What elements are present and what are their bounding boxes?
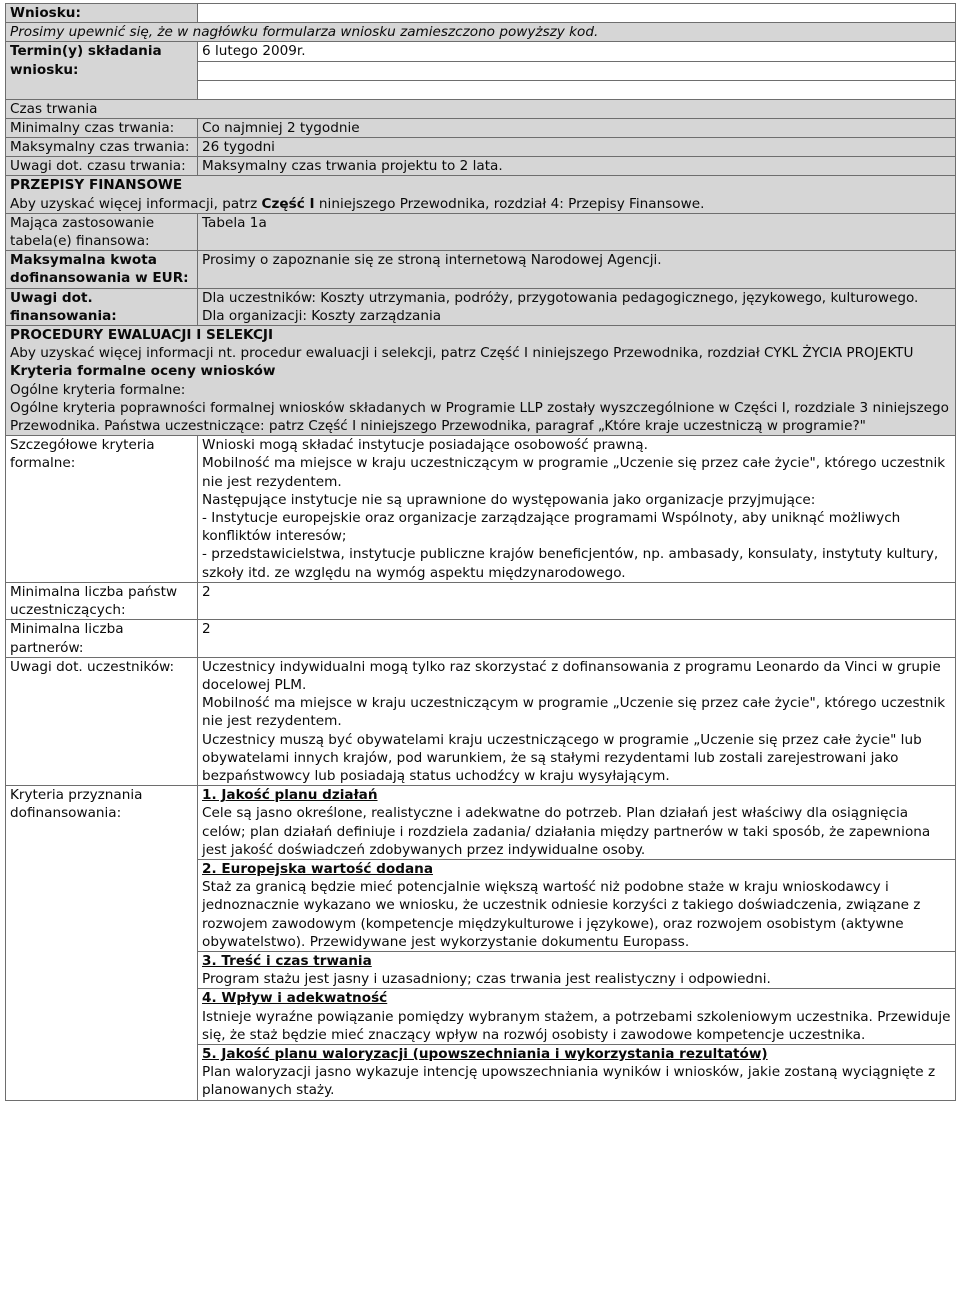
czas-min-value: Co najmniej 2 tygodnie bbox=[198, 118, 956, 137]
panstw-label: Minimalna liczba państw uczestniczących: bbox=[6, 582, 198, 619]
partnerow-value: 2 bbox=[198, 620, 956, 657]
tabela-row bbox=[6, 213, 956, 250]
przyznania-row bbox=[6, 786, 956, 1100]
criterion-text: Staż za granicą będzie mieć potencjalnie większą wartość niż podobne staże w kraju wnioskodawcy i jednoznacznie wykazano we wniosku, że uczestnik odniesie korzyści z takiego doświadczenia, związane z rozwojem zawodowym (kompetencje międzykulturowe i językowe), oraz rozwojem osobistym (aktywne obywatelstwo). Przewidywane jest wykorzystanie dokumentu Europass. bbox=[202, 879, 921, 950]
criterion-title: 1. Jakość planu działań bbox=[202, 787, 378, 804]
procedury-intro: Aby uzyskać więcej informacji nt. procedur ewaluacji i selekcji, patrz Część I niniejszego Przewodnika, rozdział CYKL ŻYCIA PROJEKTU bbox=[10, 345, 914, 362]
uczestnicy-label: Uwagi dot. uczestników: bbox=[6, 657, 198, 785]
finanse-intro-bold: Część I bbox=[261, 195, 315, 212]
note-row bbox=[6, 23, 956, 42]
kwota-value: Prosimy o zapoznanie się ze stroną internetową Narodowej Agencji. bbox=[198, 251, 956, 288]
przyznania-label: Kryteria przyznania dofinansowania: bbox=[6, 786, 198, 1100]
criterion-3 bbox=[198, 952, 955, 989]
criterion-title: 5. Jakość planu waloryzacji (upowszechniania i wykorzystania rezultatów) bbox=[202, 1045, 768, 1062]
termin-empty-1 bbox=[198, 62, 955, 81]
finans-uwagi-value2: Dla organizacji: Koszty zarządzania bbox=[202, 307, 442, 324]
szczegolowe-row bbox=[6, 436, 956, 583]
finans-uwagi-cell bbox=[198, 288, 956, 325]
czas-uwagi-label: Uwagi dot. czasu trwania: bbox=[6, 157, 198, 176]
panstw-value: 2 bbox=[198, 582, 956, 619]
czas-uwagi-row bbox=[6, 157, 956, 176]
termin-empty-2 bbox=[198, 81, 955, 99]
czas-max-row bbox=[6, 138, 956, 157]
criterion-title: 2. Europejska wartość dodana bbox=[202, 860, 433, 877]
partnerow-row bbox=[6, 620, 956, 657]
kwota-row bbox=[6, 251, 956, 288]
finanse-intro bbox=[10, 195, 951, 213]
ogolne-text: Ogólne kryteria poprawności formalnej wniosków składanych w Programie LLP zostały wyszczególnione w Części I, rozdziale 3 niniejszego Przewodnika. Państwa uczestniczące: patrz Część I niniejszego Przewodnika, paragraf „Które kraje uczestniczą w programie?" bbox=[10, 399, 949, 435]
finanse-heading: PRZEPISY FINANSOWE bbox=[10, 177, 183, 194]
szczegolowe-label: Szczegółowe kryteria formalne: bbox=[6, 436, 198, 583]
tabela-value: Tabela 1a bbox=[198, 213, 956, 250]
procedury-row bbox=[6, 326, 956, 436]
uczestnicy-row bbox=[6, 657, 956, 785]
termin-row bbox=[6, 42, 956, 99]
czas-max-label: Maksymalny czas trwania: bbox=[6, 138, 198, 157]
finanse-intro-pre: Aby uzyskać więcej informacji, patrz bbox=[10, 195, 262, 212]
czas-min-row bbox=[6, 118, 956, 137]
tabela-label: Mająca zastosowanie tabela(e) finansowa: bbox=[6, 213, 198, 250]
criterion-text: Cele są jasno określone, realistyczne i adekwatne do potrzeb. Plan działań jest właściwy dla osiągnięcia celów; plan działań definiuje i rozdziela zadania/ działania między partnerów w taki sposób, że zapewniona jest jakość doświadczeń zdobywanych przez indywidualne osoby. bbox=[202, 805, 931, 858]
szczegolowe-p2: Mobilność ma miejsce w kraju uczestniczącym w programie „Uczenie się przez całe życie", którego uczestnik nie jest rezydentem. bbox=[202, 455, 946, 490]
header-note: Prosimy upewnić się, że w nagłówku formularza wniosku zamieszczono powyższy kod. bbox=[6, 23, 956, 42]
partnerow-label: Minimalna liczba partnerów: bbox=[6, 620, 198, 657]
czas-heading-row bbox=[6, 99, 956, 118]
criterion-title: 4. Wpływ i adekwatność bbox=[202, 990, 388, 1007]
termin-cell bbox=[198, 42, 956, 99]
uczestnicy-p2: Mobilność ma miejsce w kraju uczestniczącym w programie „Uczenie się przez całe życie", którego uczestnik nie jest rezydentem. bbox=[202, 695, 946, 730]
kryteria-heading: Kryteria formalne oceny wniosków bbox=[10, 363, 276, 380]
criterion-1 bbox=[198, 786, 955, 860]
szczegolowe-p4: - Instytucje europejskie oraz organizacje zarządzające programami Wspólnoty, aby uniknąć możliwych konfliktów interesów; bbox=[202, 510, 901, 545]
wniosku-row bbox=[6, 4, 956, 23]
document-page bbox=[5, 3, 956, 1101]
wniosku-label: Wniosku: bbox=[6, 4, 198, 23]
czas-min-label: Minimalny czas trwania: bbox=[6, 118, 198, 137]
form-table bbox=[5, 3, 956, 1101]
czas-max-value: 26 tygodni bbox=[198, 138, 956, 157]
przyznania-cell bbox=[198, 786, 956, 1100]
procedury-cell bbox=[6, 326, 956, 436]
criterion-text: Program stażu jest jasny i uzasadniony; czas trwania jest realistyczny i odpowiedni. bbox=[202, 971, 771, 988]
criterion-2 bbox=[198, 860, 955, 952]
criterion-text: Plan waloryzacji jasno wykazuje intencję upowszechniania wyników i wniosków, jakie zostaną wyciągnięte z planowanych staży. bbox=[202, 1064, 936, 1099]
procedury-heading: PROCEDURY EWALUACJI I SELEKCJI bbox=[10, 327, 274, 344]
panstw-row bbox=[6, 582, 956, 619]
ogolne-label: Ogólne kryteria formalne: bbox=[10, 381, 186, 398]
wniosku-code-field bbox=[198, 4, 956, 23]
finans-uwagi-value1: Dla uczestników: Koszty utrzymania, podróży, przygotowania pedagogicznego, językowego, kulturowego. bbox=[202, 289, 919, 306]
szczegolowe-cell bbox=[198, 436, 956, 583]
szczegolowe-p1: Wnioski mogą składać instytucje posiadające osobowość prawną. bbox=[202, 437, 648, 454]
finanse-cell bbox=[6, 176, 956, 213]
szczegolowe-p3: Następujące instytucje nie są uprawnione do występowania jako organizacje przyjmujące: bbox=[202, 491, 816, 508]
termin-value: 6 lutego 2009r. bbox=[198, 42, 955, 61]
czas-heading: Czas trwania bbox=[6, 99, 956, 118]
finans-uwagi-row bbox=[6, 288, 956, 325]
szczegolowe-p5: - przedstawicielstwa, instytucje publiczne krajów beneficjentów, np. ambasady, konsulaty, instytuty kultury, szkoły itd. ze względu na wymóg aspektu międzynarodowego. bbox=[202, 546, 939, 581]
criterion-5 bbox=[198, 1045, 955, 1100]
finanse-intro-post: niniejszego Przewodnika, rozdział 4: Przepisy Finansowe. bbox=[314, 195, 705, 212]
criterion-4 bbox=[198, 989, 955, 1045]
uczestnicy-cell bbox=[198, 657, 956, 785]
finanse-heading-row bbox=[6, 176, 956, 213]
czas-uwagi-value: Maksymalny czas trwania projektu to 2 lata. bbox=[198, 157, 956, 176]
finans-uwagi-label: Uwagi dot. finansowania: bbox=[6, 288, 198, 325]
uczestnicy-p3: Uczestnicy muszą być obywatelami kraju uczestniczącego w programie „Uczenie się przez całe życie" lub obywatelami innych krajów, pod warunkiem, że są stałymi rezydentami lub zostali zarejestrowani jako bezpaństwowcy lub posiadają status uchodźcy w kraju wysyłającym. bbox=[202, 731, 922, 784]
criterion-title: 3. Treść i czas trwania bbox=[202, 952, 372, 969]
kwota-label: Maksymalna kwota dofinansowania w EUR: bbox=[6, 251, 198, 288]
criterion-text: Istnieje wyraźne powiązanie pomiędzy wybranym stażem, a potrzebami szkoleniowym uczestnika. Przewiduje się, że staż będzie mieć znaczący wpływ na rozwój osobisty i zawodowe kompetencje uczestnika. bbox=[202, 1008, 951, 1043]
termin-label: Termin(y) składania wniosku: bbox=[6, 42, 198, 99]
uczestnicy-p1: Uczestnicy indywidualni mogą tylko raz skorzystać z dofinansowania z programu Leonardo da Vinci w grupie docelowej PLM. bbox=[202, 658, 941, 693]
